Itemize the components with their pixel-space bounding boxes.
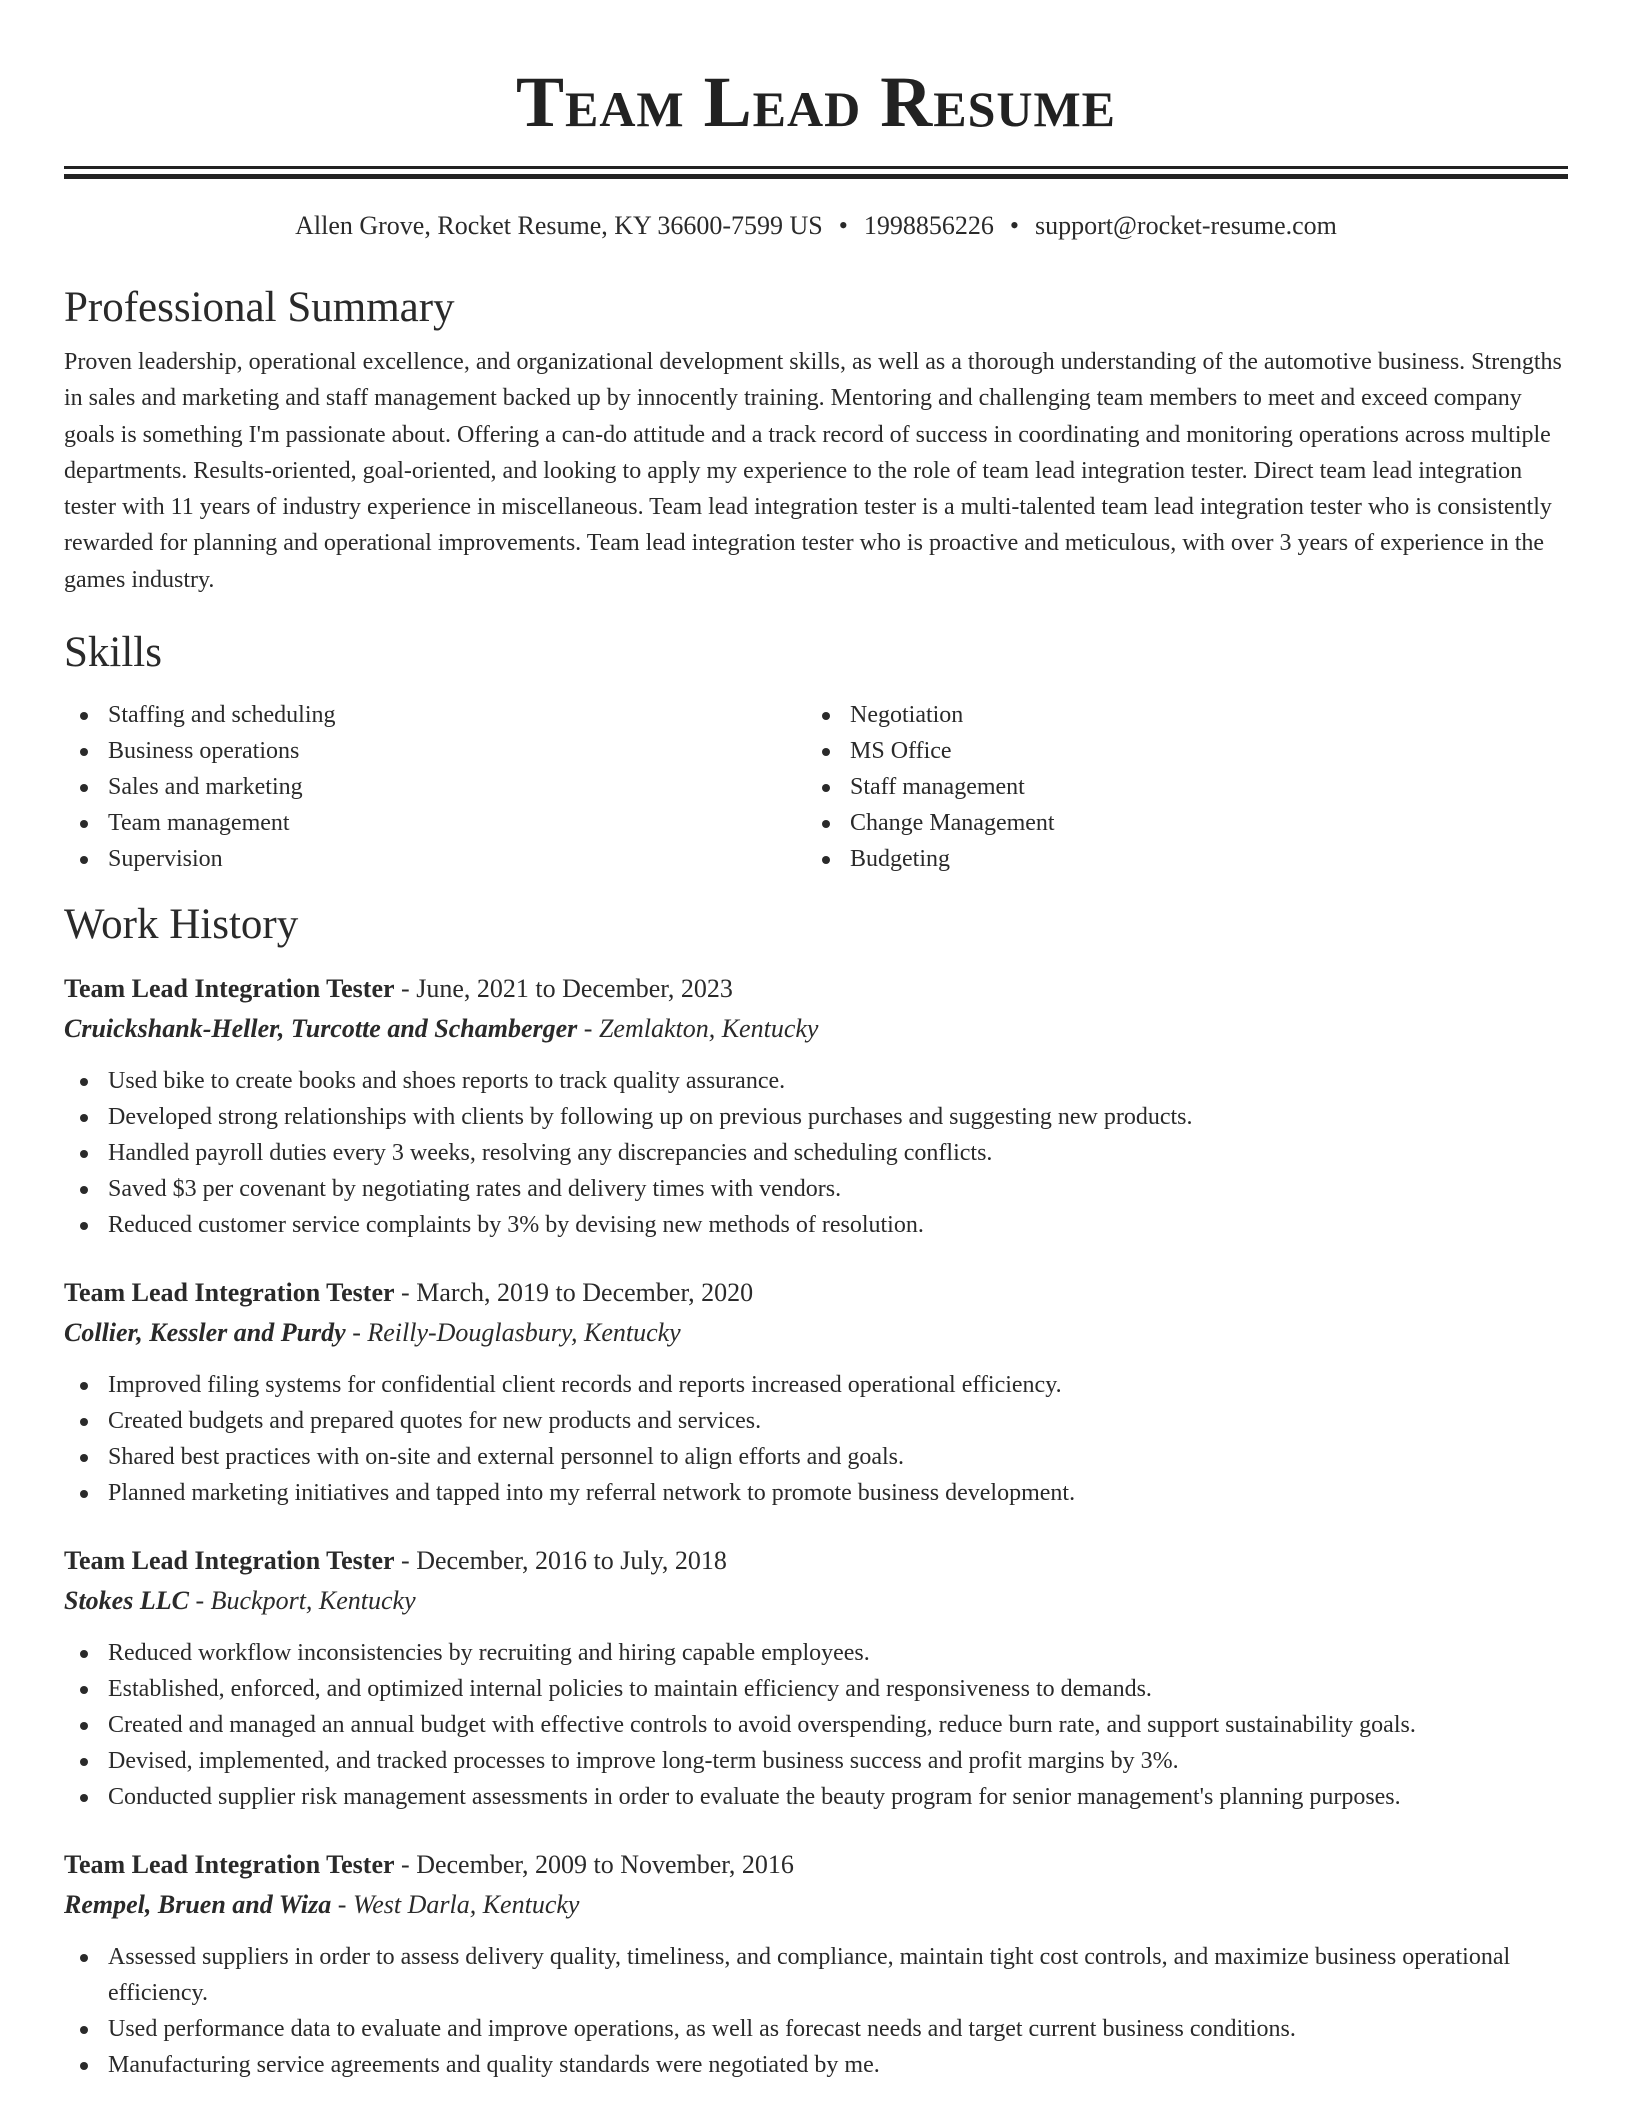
company-line (64, 1887, 1568, 1923)
job-bullet (64, 1063, 1568, 1099)
skill-text: Staff management (850, 774, 1025, 801)
bullet-dot (80, 784, 88, 792)
resume-title: Team Lead Resume (515, 62, 1117, 142)
skill-item (64, 697, 806, 733)
job-bullet (64, 2047, 1568, 2083)
skill-text: Business operations (108, 738, 300, 765)
bullet-dot (80, 1794, 88, 1802)
job-bullet (64, 1671, 1568, 1707)
job-bullet (64, 1439, 1568, 1475)
job-entry (64, 1543, 1568, 1815)
bullet-text: Developed strong relationships with clients by following up on previous purchases and suggesting new products. (108, 1104, 1193, 1131)
bullet-dot (80, 1758, 88, 1766)
job-title: Team Lead Integration Tester (64, 1850, 395, 1880)
bullet-dot (80, 1954, 88, 1962)
job-dates: - December, 2009 to November, 2016 (394, 1850, 794, 1880)
bullet-dot (80, 1686, 88, 1694)
resume-page (64, 0, 1568, 2083)
skill-item (64, 769, 806, 805)
company-location: - Zemlakton, Kentucky (577, 1014, 819, 1044)
summary-heading: Professional Summary (64, 284, 455, 331)
bullet-dot (80, 1078, 88, 1086)
bullet-dot (822, 856, 830, 864)
contact-email: support@rocket-resume.com (1034, 211, 1337, 240)
job-title-line (64, 971, 1568, 1007)
contact-separator: • (838, 211, 848, 240)
bullet-text: Improved filing systems for confidential client records and reports increased operational efficiency. (108, 1372, 1062, 1399)
skills-list (64, 697, 1568, 877)
skill-item (806, 733, 1548, 769)
job-bullet (64, 1743, 1568, 1779)
bullet-text: Devised, implemented, and tracked processes to improve long-term business success and profit margins by 3%. (108, 1748, 1179, 1775)
job-bullet (64, 1707, 1568, 1743)
job-title: Team Lead Integration Tester (64, 1546, 395, 1576)
skill-item (806, 841, 1548, 877)
bullet-dot (822, 748, 830, 756)
job-dates: - December, 2016 to July, 2018 (394, 1546, 727, 1576)
company-location: - Reilly-Douglasbury, Kentucky (345, 1318, 681, 1348)
bullet-text: Conducted supplier risk management assessments in order to evaluate the beauty program for senior management's planning purposes. (108, 1784, 1401, 1811)
bullet-dot (80, 1722, 88, 1730)
bullet-dot (80, 1490, 88, 1498)
skill-text: MS Office (850, 738, 952, 765)
bullet-dot (80, 1222, 88, 1230)
bullet-dot (80, 1418, 88, 1426)
job-title-line (64, 1543, 1568, 1579)
company-name: Collier, Kessler and Purdy (64, 1318, 346, 1348)
bullet-dot (822, 820, 830, 828)
bullet-dot (80, 2062, 88, 2070)
bullet-dot (80, 820, 88, 828)
job-bullet (64, 1779, 1568, 1815)
bullet-text: Handled payroll duties every 3 weeks, resolving any discrepancies and scheduling conflicts. (108, 1140, 993, 1167)
bullet-dot (80, 1382, 88, 1390)
skill-text: Change Management (850, 810, 1055, 837)
skills-column-left (64, 697, 806, 877)
bullet-text: Used performance data to evaluate and improve operations, as well as forecast needs and target current business conditions. (108, 2016, 1296, 2043)
job-title-line (64, 1847, 1568, 1883)
bullet-text: Created budgets and prepared quotes for new products and services. (108, 1408, 762, 1435)
job-entry (64, 1275, 1568, 1511)
bullet-dot (80, 1150, 88, 1158)
bullet-dot (80, 1186, 88, 1194)
skill-text: Staffing and scheduling (108, 702, 336, 729)
skill-item (64, 805, 806, 841)
contact-address: Allen Grove, Rocket Resume, KY 36600-7599 US (295, 211, 823, 240)
bullet-text: Saved $3 per covenant by negotiating rates and delivery times with vendors. (108, 1176, 842, 1203)
job-bullets (64, 1063, 1568, 1243)
job-bullet (64, 1367, 1568, 1403)
company-location: - West Darla, Kentucky (331, 1890, 580, 1920)
summary-text: Proven leadership, operational excellence, and organizational development skills, as well as a thorough understanding of the automotive business. Strengths in sales and marketing and staff management backed up by innocently training. Mentoring and challenging team members to meet and exceed company goals is something I'm passionate about. Offering a can-do attitude and a track record of success in coordinating and monitoring operations across multiple departments. Results-oriented, goal-oriented, and looking to apply my experience to the role of team lead integration tester. Direct team lead integration tester with 11 years of industry experience in miscellaneous. Team lead integration tester is a multi-talented team lead integration tester who is consistently rewarded for planning and operational improvements. Team lead integration tester who is proactive and meticulous, with over 3 years of experience in the games industry. (64, 349, 1562, 593)
company-name: Stokes LLC (64, 1586, 189, 1616)
bullet-dot (80, 712, 88, 720)
contact-line (64, 210, 1568, 242)
job-bullet (64, 2011, 1568, 2047)
bullet-text: Established, enforced, and optimized internal policies to maintain efficiency and responsiveness to demands. (108, 1676, 1152, 1703)
bullet-text: Reduced workflow inconsistencies by recruiting and hiring capable employees. (108, 1640, 870, 1667)
job-bullets (64, 1939, 1568, 2083)
contact-phone: 1998856226 (863, 211, 994, 240)
job-bullets (64, 1367, 1568, 1511)
job-title: Team Lead Integration Tester (64, 974, 395, 1004)
skill-text: Supervision (108, 846, 223, 873)
bullet-dot (80, 1114, 88, 1122)
skills-column-right (806, 697, 1548, 877)
bullet-text: Shared best practices with on-site and external personnel to align efforts and goals. (108, 1444, 904, 1471)
job-dates: - June, 2021 to December, 2023 (394, 974, 733, 1004)
bullet-dot (80, 2026, 88, 2034)
job-title-line (64, 1275, 1568, 1311)
work-history-heading: Work History (64, 901, 299, 949)
bullet-text: Created and managed an annual budget with effective controls to avoid overspending, reduce burn rate, and support sustainability goals. (108, 1712, 1416, 1739)
job-entry (64, 1847, 1568, 2083)
bullet-text: Manufacturing service agreements and quality standards were negotiated by me. (108, 2052, 880, 2079)
company-line (64, 1583, 1568, 1619)
job-bullet (64, 1939, 1568, 2011)
contact-separator: • (1009, 211, 1019, 240)
title-rule-top (64, 166, 1568, 169)
job-bullets (64, 1635, 1568, 1815)
job-bullet (64, 1403, 1568, 1439)
job-bullet (64, 1099, 1568, 1135)
company-name: Rempel, Bruen and Wiza (64, 1890, 332, 1920)
company-line (64, 1315, 1568, 1351)
bullet-text: Planned marketing initiatives and tapped into my referral network to promote business development. (108, 1480, 1076, 1507)
bullet-dot (822, 712, 830, 720)
job-bullet (64, 1475, 1568, 1511)
company-name: Cruickshank-Heller, Turcotte and Schamberger (64, 1014, 578, 1044)
company-line (64, 1011, 1568, 1047)
bullet-text: Used bike to create books and shoes reports to track quality assurance. (108, 1068, 786, 1095)
job-bullet (64, 1135, 1568, 1171)
bullet-dot (80, 1650, 88, 1658)
skill-item (806, 697, 1548, 733)
skills-heading: Skills (64, 629, 162, 677)
skill-item (64, 841, 806, 877)
bullet-dot (80, 856, 88, 864)
job-bullet (64, 1207, 1568, 1243)
skill-text: Negotiation (850, 702, 964, 729)
skill-item (64, 733, 806, 769)
skill-text: Team management (108, 810, 290, 837)
bullet-dot (80, 1454, 88, 1462)
company-location: - Buckport, Kentucky (188, 1586, 416, 1616)
skill-text: Budgeting (850, 846, 950, 873)
job-title: Team Lead Integration Tester (64, 1278, 395, 1308)
skill-text: Sales and marketing (108, 774, 303, 801)
bullet-dot (80, 748, 88, 756)
bullet-dot (822, 784, 830, 792)
skill-item (806, 769, 1548, 805)
skill-item (806, 805, 1548, 841)
job-dates: - March, 2019 to December, 2020 (394, 1278, 754, 1308)
job-entry (64, 971, 1568, 1243)
title-rule-bottom (64, 174, 1568, 179)
bullet-text: Reduced customer service complaints by 3% by devising new methods of resolution. (108, 1212, 924, 1239)
job-bullet (64, 1171, 1568, 1207)
job-bullet (64, 1635, 1568, 1671)
bullet-text: Assessed suppliers in order to assess delivery quality, timeliness, and compliance, maintain tight cost controls, and maximize business operational efficiency. (108, 1944, 1511, 2007)
